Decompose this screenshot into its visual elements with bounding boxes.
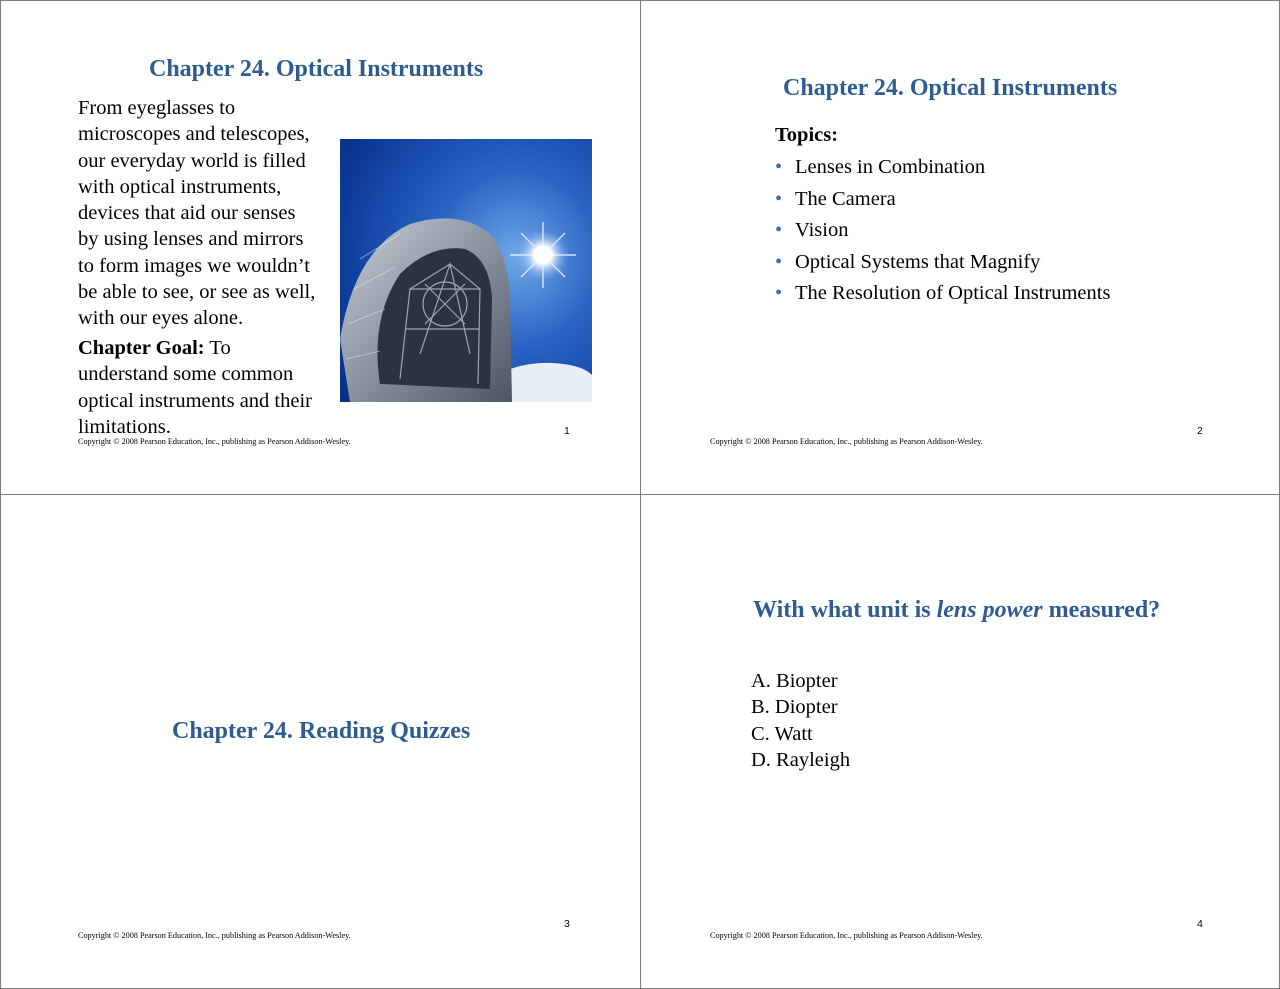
slide-1-goal bbox=[78, 335, 312, 440]
slide-1-page-number: 1 bbox=[564, 425, 570, 437]
answer-option: C. Watt bbox=[751, 722, 813, 745]
topics-label: Topics: bbox=[775, 124, 839, 146]
goal-line: limitations. bbox=[78, 415, 171, 438]
answer-option: A. Biopter bbox=[751, 670, 838, 692]
intro-line: be able to see, or see as well, bbox=[78, 281, 316, 304]
slide-4 bbox=[640, 494, 1280, 988]
topic-item: • The Camera bbox=[775, 184, 1110, 216]
goal-line: understand some common bbox=[78, 363, 294, 386]
slide-3-page-number: 3 bbox=[564, 918, 570, 930]
goal-line: To bbox=[204, 337, 231, 359]
question-text-italic: lens power bbox=[936, 597, 1043, 623]
topics-list bbox=[775, 152, 1110, 310]
intro-line: devices that aid our senses bbox=[78, 202, 296, 225]
topic-item: • Optical Systems that Magnify bbox=[775, 247, 1110, 279]
topic-item: • Vision bbox=[775, 215, 1110, 247]
slide-1-copyright: Copyright © 2008 Pearson Education, Inc., publishing as Pearson Addison-Wesley. bbox=[78, 437, 351, 446]
goal-line: optical instruments and their bbox=[78, 389, 312, 412]
slide-1-title: Chapter 24. Optical Instruments bbox=[149, 56, 484, 82]
answer-options bbox=[751, 668, 850, 773]
topic-item: • The Resolution of Optical Instruments bbox=[775, 278, 1110, 310]
slide-4-title bbox=[753, 597, 1160, 624]
slide-4-copyright: Copyright © 2008 Pearson Education, Inc., publishing as Pearson Addison-Wesley. bbox=[710, 931, 983, 940]
slide-2-page-number: 2 bbox=[1197, 425, 1203, 437]
slide-1-intro bbox=[78, 95, 315, 332]
intro-line: with optical instruments, bbox=[78, 175, 282, 198]
question-text-start: With what unit is bbox=[753, 597, 937, 623]
slide-2 bbox=[640, 0, 1280, 494]
slide-4-page-number: 4 bbox=[1197, 918, 1203, 930]
question-text-end: measured? bbox=[1042, 597, 1161, 623]
slide-3-title: Chapter 24. Reading Quizzes bbox=[172, 718, 471, 744]
answer-option: B. Diopter bbox=[751, 696, 838, 719]
intro-line: From eyeglasses to bbox=[78, 97, 236, 119]
slide-1 bbox=[0, 0, 640, 494]
intro-line: to form images we wouldn’t bbox=[78, 254, 310, 277]
topic-item: • Lenses in Combination bbox=[775, 152, 1110, 184]
slide-2-title: Chapter 24. Optical Instruments bbox=[783, 75, 1118, 101]
intro-line: with our eyes alone. bbox=[78, 307, 244, 330]
intro-line: microscopes and telescopes, bbox=[78, 123, 310, 146]
goal-label: Chapter Goal: bbox=[78, 337, 205, 359]
slide-3 bbox=[0, 494, 640, 988]
slide-2-copyright: Copyright © 2008 Pearson Education, Inc., publishing as Pearson Addison-Wesley. bbox=[710, 437, 983, 446]
intro-line: by using lenses and mirrors bbox=[78, 228, 304, 251]
intro-line: our everyday world is filled bbox=[78, 149, 306, 172]
slide-3-copyright: Copyright © 2008 Pearson Education, Inc., publishing as Pearson Addison-Wesley. bbox=[78, 931, 351, 940]
answer-option: D. Rayleigh bbox=[751, 748, 851, 771]
telescope-observatory-photo bbox=[340, 139, 592, 402]
